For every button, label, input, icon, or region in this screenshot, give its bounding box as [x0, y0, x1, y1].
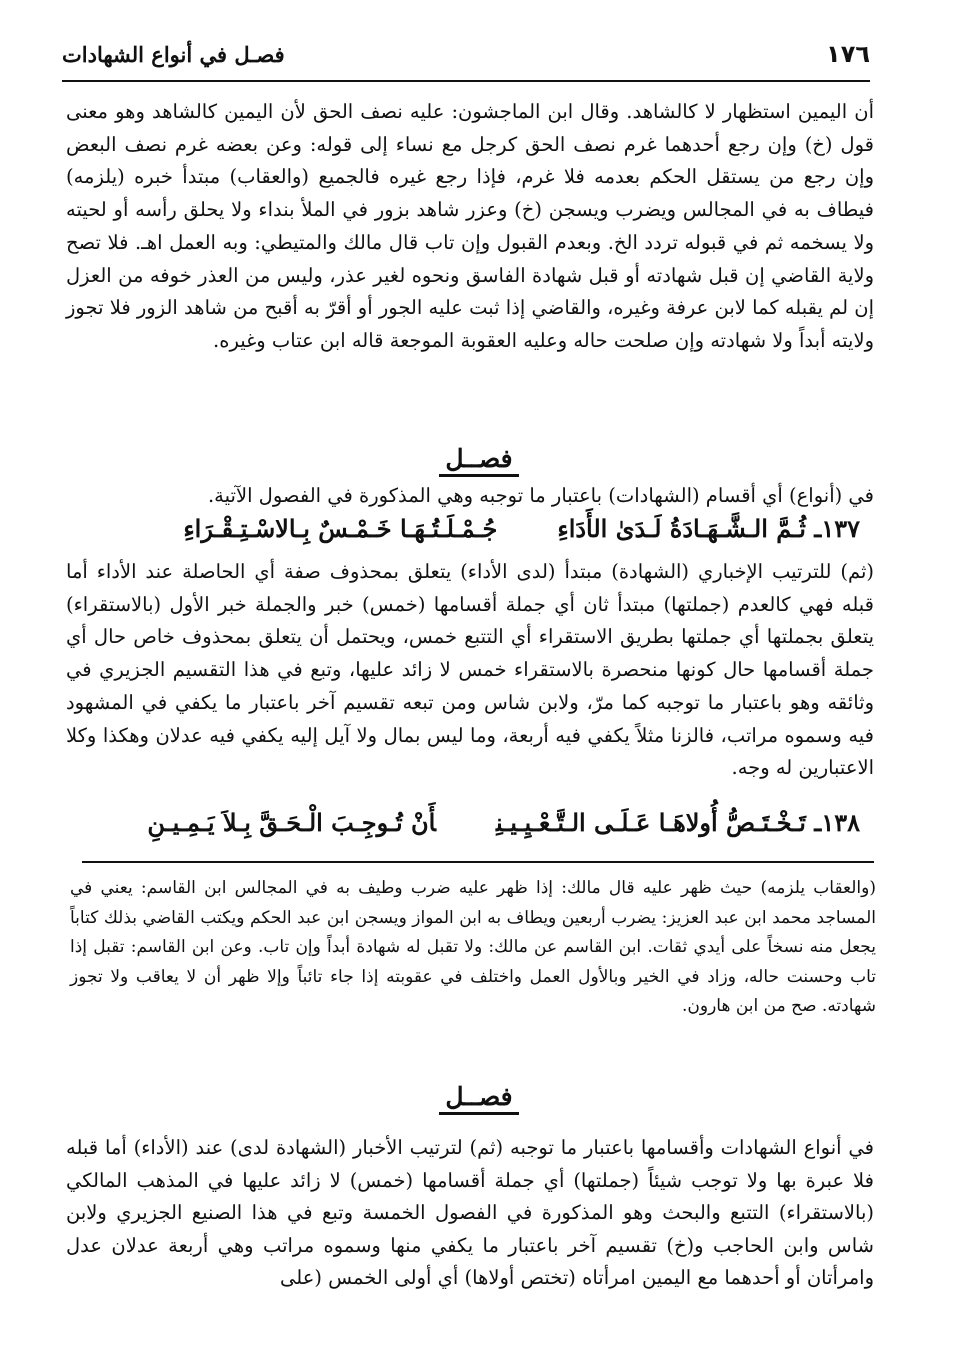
page-header	[62, 40, 870, 82]
footnote-text: (والعقاب يلزمه) حيث ظهر عليه قال مالك: إذا ظهر عليه ضرب وطيف به في المجالس ابن القاسم: يعني في المساجد محمد ابن عبد العزيز: يضرب أربعين ويطاف به ابن المواز ويسجن ابن عبد الحكم ويكتب القاضي بذلك كتاباً يجعل منه نسخاً على أيدي ثقات. ابن القاسم عن مالك: ولا تقبل له شهادة أبداً وإن تاب. وعن ابن القاسم: تقبل إذا تاب وحسنت حاله، وزاد في الخير وبالأول العمل واختلف في عقوبته إذا جاء تائباً وإلا ظهر أن لا يعاقب ولا تجوز شهادته. صح من ابن هارون.	[70, 878, 876, 1016]
page-number: ١٧٦	[826, 40, 870, 68]
paragraph-continuation: أن اليمين استظهار لا كالشاهد. وقال ابن الماجشون: عليه نصف الحق لأن اليمين كالشاهد وهو معنى قول (خ) وإن رجع أحدهما غرم نصف الحق كرجل مع نساء إلى قوله: وعن بعضه غرم نصف البعض وإن رجع من يستقل الحكم بعدمه فلا غرم، فإذا رجع غيره فالجميع (والعقاب) مبتدأ خبره (يلزمه) فيطاف به في المجالس ويضرب ويسجن (خ) وعزر شاهد بزور في الملأ بنداء ولا يحلق رأسه أو لحيته ولا يسخمه ثم في قبوله تردد الخ. وبعدم القبول وإن تاب قال مالك والمتيطي: وبه العمل اهـ. فلا تصح ولاية القاضي إن قبل شهادته أو قبل شهادة الفاسق ونحوه لغير عذر، وليس من العذر خوفه من العزل إن لم يقبله كما لابن عرفة وغيره، والقاضي إذا ثبت عليه الجور أو أقرّ به أقبح من شاهد الزور فلا تجوز ولايته أبداً ولا شهادته وإن صلحت حاله وعليه العقوبة الموجعة قاله ابن عتاب وغيره.	[66, 100, 874, 352]
footnote-divider	[82, 861, 874, 863]
section-heading-2	[0, 1082, 958, 1115]
section-1	[66, 96, 874, 358]
verse-137-second-hemistich: جُـمْـلَـتُـهَـا خَـمْـسٌ بِـالاسْـتِـقْـرَاءِ	[183, 514, 498, 543]
verse-138	[90, 808, 860, 837]
verse-137	[90, 514, 860, 543]
verse-138-second-hemistich: أَنْ تُـوجِـبَ الْـحَـقَّ بِـلاَ يَـمِـيـنِ	[147, 808, 436, 837]
section-heading-2-text: فصــل	[439, 1082, 518, 1115]
section-2-intro	[66, 480, 874, 513]
section-3-paragraph: في أنواع الشهادات وأقسامها باعتبار ما توجبه (ثم) لترتيب الأخبار (الشهادة لدى) عند (الأداء) أما قبله فلا عبرة بها ولا توجب شيئاً (جملتها) أي جملة أقسامها (خمس) لا زائد عليها في المذهب المالكي (بالاستقراء) التتبع والبحث وهو المذكورة في الفصول الخمسة وتبع في هذا الصنيع الجزيري ولابن شاس وابن الحاجب و(خ) تقسيم آخر باعتبار ما يكفي منها وسموه مراتب وهي أربعة عدلان عدل وامرأتان أو أحدهما مع اليمين امرأتاه (تختص أولاها) أي أولى الخمس (على	[66, 1136, 874, 1289]
intro-paragraph: في (أنواع) أي أقسام (الشهادات) باعتبار ما توجبه وهي المذكورة في الفصول الآتية.	[207, 484, 874, 507]
section-2-commentary	[66, 556, 874, 785]
section-3	[66, 1132, 874, 1295]
footnote	[70, 874, 876, 1022]
section-heading-1	[0, 444, 958, 477]
verse-138-first-hemistich: ١٣٨ـ تَـخْـتَـصُّ أُولاهَـا عَـلَـى الـتَّـعْـيِـيـنِ	[496, 808, 860, 837]
verse-137-first-hemistich: ١٣٧ـ ثُـمَّ الـشَّـهَـادَةُ لَـدَىٰ الأَدَاءِ	[557, 514, 860, 543]
section-heading-1-text: فصــل	[439, 444, 518, 477]
commentary-paragraph: (ثم) للترتيب الإخباري (الشهادة) مبتدأ (لدى الأداء) يتعلق بمحذوف صفة أي الحاصلة عند الأداء أما قبله فهي كالعدم (جملتها) مبتدأ ثان أي جملة أقسامها (خمس) خبر والجملة خبر الأول (بالاستقراء) يتعلق بجملتها أي جملتها بطريق الاستقراء أي التتبع خمس، ويحتمل أن يتعلق بمحذوف خاص حال أي جملة أقسامها حال كونها منحصرة بالاستقراء خمس لا زائد عليها، وتبع في هذا التقسيم الجزيري في وثائقه وهو باعتبار ما توجبه كما مرّ، ولابن شاس ومن تبعه تقسيم آخر باعتبار ما يكفي في المشهود فيه وسموه مراتب، فالزنا مثلاً يكفي فيه أربعة، وما ليس بمال ولا آيل إليه يكفي فيه عدلان وهكذا وكلا الاعتبارين له وجه.	[66, 560, 874, 780]
running-title: فصـل في أنواع الشهادات	[62, 42, 285, 67]
